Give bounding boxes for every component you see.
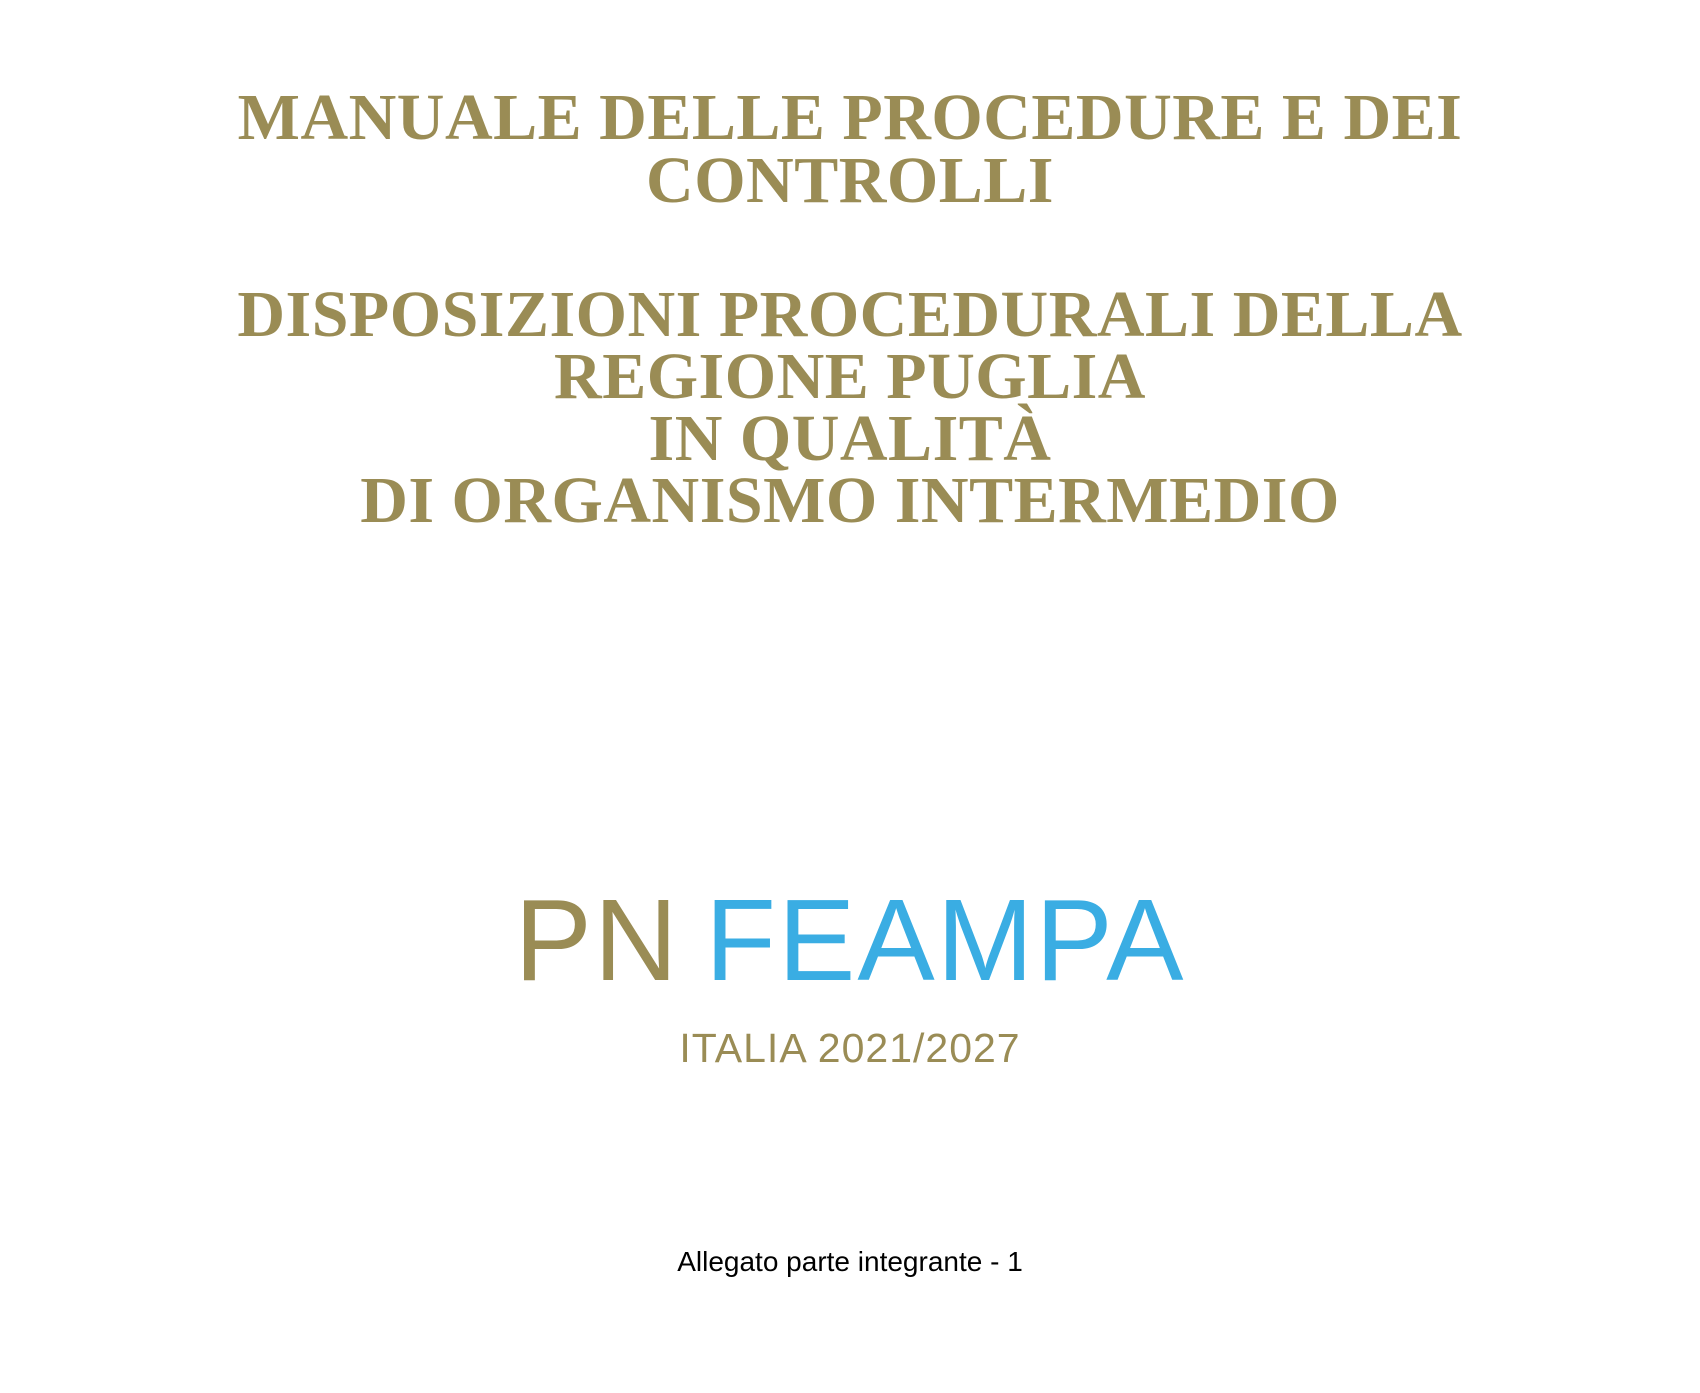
title-line-1: MANUALE DELLE PROCEDURE E DEI [237,81,1463,154]
document-subtitle [0,278,1700,537]
program-logo-name: FEAMPA [705,875,1186,1005]
program-logo-prefix: PN [514,875,680,1005]
document-title [0,81,1700,217]
program-edition: ITALIA 2021/2027 [679,1025,1021,1071]
subtitle-line-1: DISPOSIZIONI PROCEDURALI DELLA [237,278,1463,351]
program-logo [0,875,1700,1005]
title-line-2: CONTROLLI [646,144,1054,217]
attachment-footer: Allegato parte integrante - 1 [677,1246,1023,1277]
subtitle-line-2: REGIONE PUGLIA [554,340,1146,413]
subtitle-line-4: DI ORGANISMO INTERMEDIO [360,464,1340,537]
subtitle-line-3: IN QUALITÀ [648,402,1052,475]
